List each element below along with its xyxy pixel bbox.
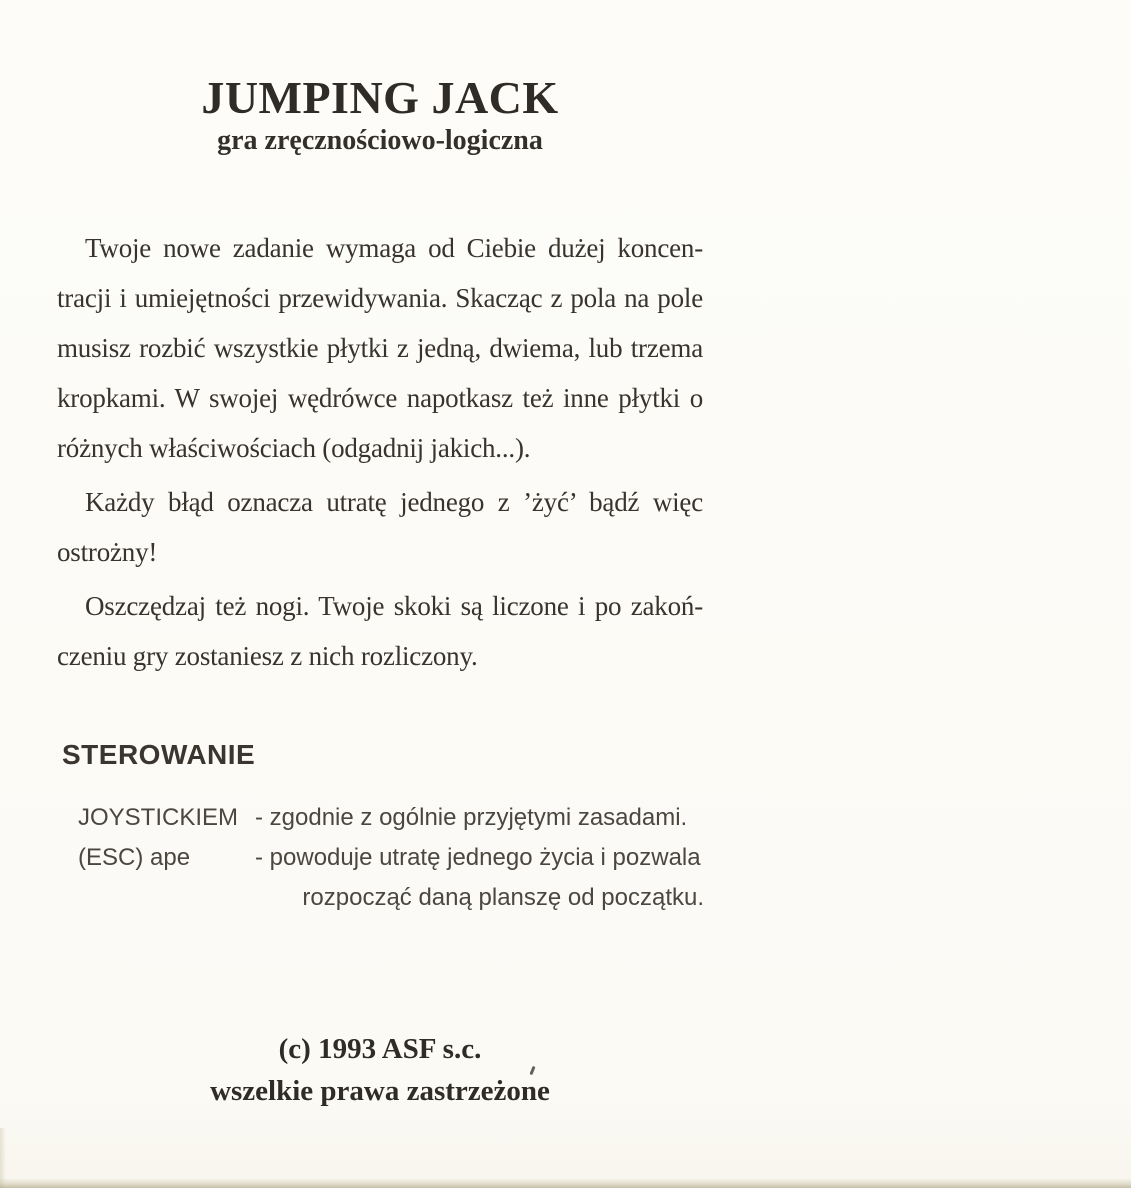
footer [57,1028,703,1112]
body-line: ostrożny! [57,537,158,567]
scan-edge-shadow-bottom [0,1178,1131,1188]
footer-rights: wszelkie prawa zastrzeżone [210,1075,550,1107]
control-description: - zgodnie z ogólnie przyjętymi zasadami. [255,804,688,831]
body-paragraph [57,581,703,681]
body-line: Każdy błąd oznacza utratę jednego z ’żyć’ bądź więc [85,487,703,517]
body-line: Twoje nowe zadanie wymaga od Ciebie dużej koncen- [85,233,703,263]
page-subtitle: gra zręcznościowo-logiczna [217,125,543,156]
body-line: kropkami. W swojej wędrówce napotkasz też inne płytki o [57,383,703,413]
control-description: - powoduje utratę jednego życia i pozwala [255,844,701,871]
footer-copyright: (c) 1993 ASF s.c. [278,1033,482,1065]
page-title: JUMPING JACK [201,72,559,123]
control-row-joystick [78,798,704,838]
body-line: Oszczędzaj też nogi. Twoje skoki są liczone i po zakoń- [85,591,703,621]
control-key: JOYSTICKIEM [78,804,239,831]
controls-heading: STEROWANIE [62,739,256,770]
body-paragraph [57,477,703,577]
body-paragraph [57,223,703,473]
control-row-escape [78,838,704,878]
title-block [57,72,703,156]
body-line: musisz rozbić wszystkie płytki z jedną, dwiema, lub trzema [57,333,703,363]
body-line: tracji i umiejętności przewidywania. Skacząc z pola na pole [57,283,703,313]
controls-table [78,798,704,918]
control-description-continuation: rozpocząć daną planszę od początku. [302,884,704,911]
body-line: różnych właściwościach (odgadnij jakich...). [57,433,531,463]
control-key: (ESC) ape [78,844,191,871]
body-line: czeniu gry zostaniesz z nich rozliczony. [57,641,478,671]
body-text [57,223,703,681]
